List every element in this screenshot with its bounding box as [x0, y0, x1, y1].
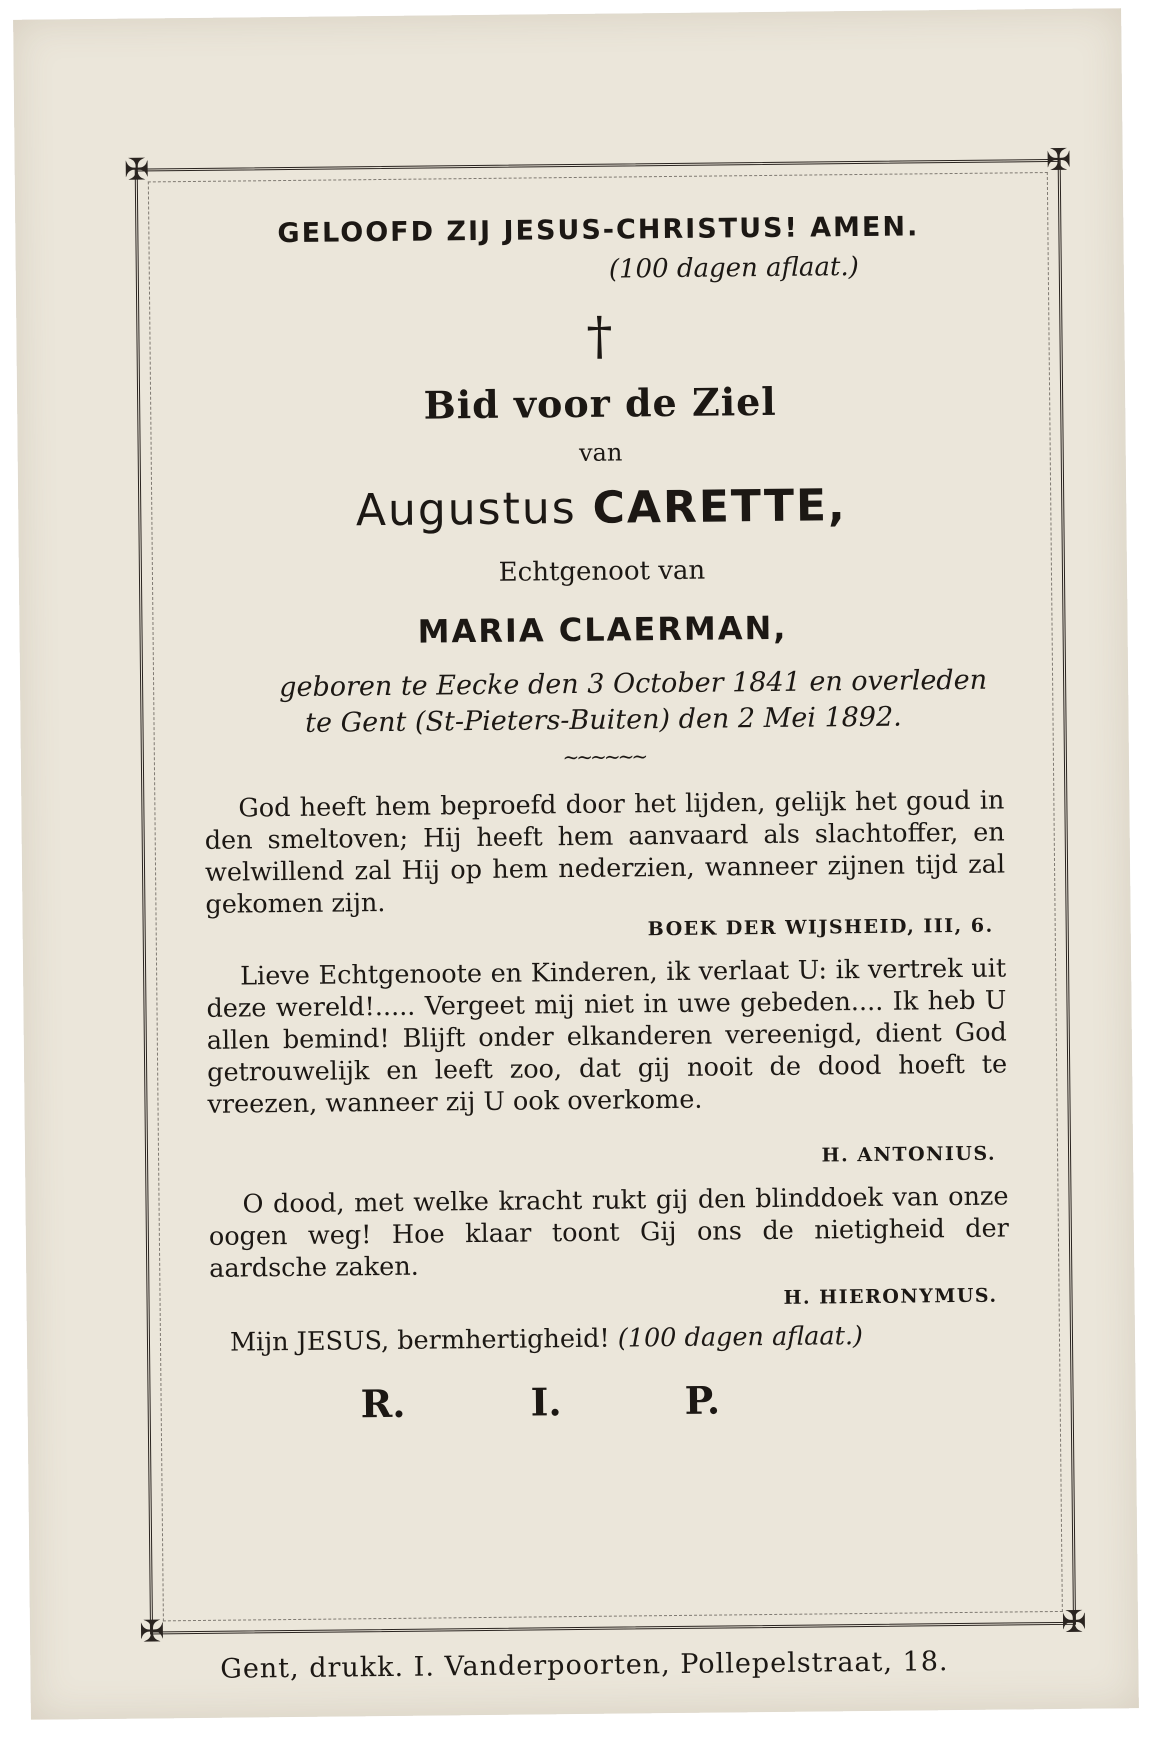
prayer-indulgence: (100 dagen aflaat.) — [617, 1321, 864, 1354]
prayer-text: Mijn JESUS, bermhertigheid! — [229, 1323, 610, 1358]
rip-letter: P. — [684, 1377, 721, 1423]
spouse-name: MARIA CLAERMAN, — [417, 608, 788, 651]
spouse-label: Echtgenoot van — [498, 555, 706, 588]
divider: ~~~~~~ — [562, 744, 646, 770]
corner-ornament-icon: ✠ — [139, 1614, 165, 1650]
quote-paragraph: O dood, met welke kracht rukt gij den blinddoek van onze oogen weg! Hoe klaar toont Gij ons de nietigheid der aardsche zaken. — [208, 1181, 1009, 1284]
quote-source: H. HIERONYMUS. — [783, 1284, 998, 1309]
of-label: van — [578, 438, 623, 467]
rip-letter: I. — [530, 1379, 562, 1425]
quote-paragraph: God heeft hem beproefd door het lijden, gelijk het goud in den smeltoven; Hij heeft hem aanvaard als slachtoffer, en welwillend zal Hij op hem nederzien, wanneer zijnen tijd zal gekomen zijn. — [204, 785, 1006, 920]
corner-ornament-icon: ✠ — [1045, 142, 1072, 179]
blessing-heading: GELOOFD ZIJ JESUS-CHRISTUS! AMEN. — [277, 211, 920, 250]
ornamental-border — [123, 142, 1087, 1650]
printer-imprint: Gent, drukk. I. Vanderpoorten, Pollepelstraat, 18. — [220, 1646, 949, 1685]
memorial-card — [13, 8, 1139, 1720]
cross-icon: † — [586, 306, 613, 367]
deceased-name — [141, 478, 1061, 539]
closing-prayer — [210, 1318, 1010, 1358]
life-dates-line1: geboren te Eecke den 3 October 1841 en overleden — [279, 664, 988, 704]
surname: CARETTE, — [592, 480, 847, 534]
life-dates-line2: te Gent (St-Pieters-Buiten) den 2 Mei 1892. — [305, 701, 902, 739]
header-indulgence: (100 dagen aflaat.) — [608, 252, 859, 285]
corner-ornament-icon: ✠ — [1061, 1604, 1087, 1640]
corner-ornament-icon: ✠ — [123, 152, 150, 188]
rip-letter: R. — [360, 1380, 406, 1427]
quote-paragraph: Lieve Echtgenoote en Kinderen, ik verlaat U: ik vertrek uit deze wereld!..... Vergeet mij niet in uwe gebeden.... Ik heb U allen bemind! Blijft onder elkanderen vereenigd, dient God getrouwelijk en leeft zoo, dat gij nooit de dood hoeft te vreezen, wanneer zij U ook overkome. — [206, 953, 1008, 1120]
pray-title: Bid voor de Ziel — [423, 378, 777, 428]
quote-source: BOEK DER WIJSHEID, III, 6. — [647, 914, 994, 941]
first-name: Augustus — [355, 482, 577, 537]
quote-source: H. ANTONIUS. — [821, 1142, 997, 1167]
